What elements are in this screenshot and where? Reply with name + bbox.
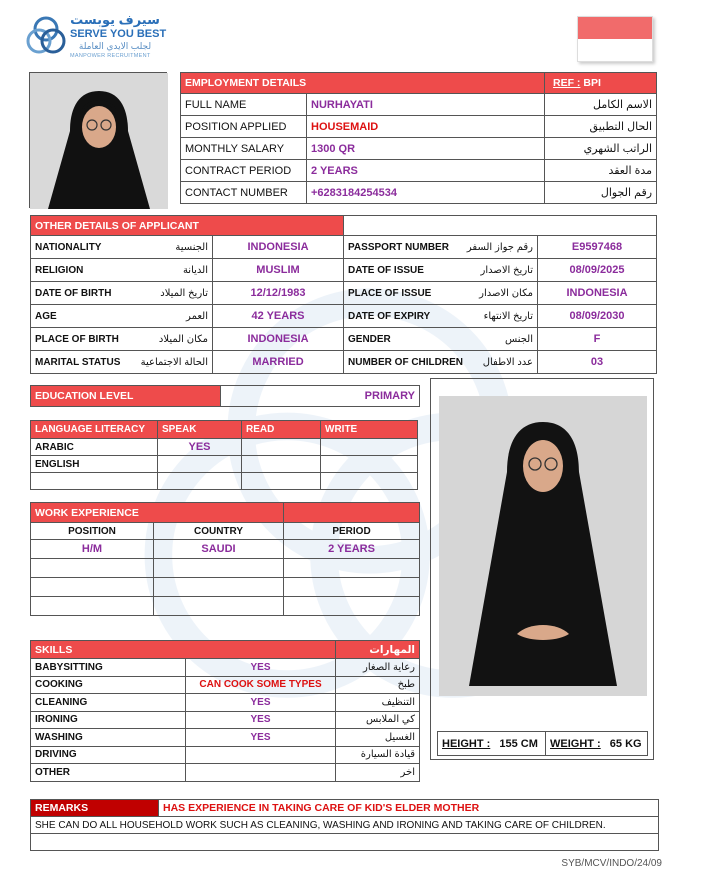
- employment-value: 2 YEARS: [307, 160, 545, 182]
- employment-row: [181, 138, 657, 160]
- right-arabic: الجنس: [448, 328, 538, 351]
- other-details-header: OTHER DETAILS OF APPLICANT: [31, 216, 344, 236]
- remarks-headline: HAS EXPERIENCE IN TAKING CARE OF KID'S ELDER MOTHER: [159, 800, 659, 817]
- language-name: ENGLISH: [31, 456, 158, 473]
- language-row: [31, 456, 418, 473]
- language-table: [30, 420, 418, 490]
- work-position: [31, 597, 154, 616]
- skill-value: YES: [186, 694, 336, 712]
- left-label: AGE: [31, 305, 133, 328]
- language-speak: [158, 473, 242, 490]
- work-column-header: PERIOD: [284, 523, 420, 540]
- language-header-cell: READ: [242, 421, 321, 439]
- skill-arabic: كي الملابس: [336, 711, 420, 729]
- work-period: [284, 559, 420, 578]
- left-arabic: العمر: [133, 305, 213, 328]
- other-details-row: [31, 236, 657, 259]
- left-value: MARRIED: [213, 351, 344, 374]
- work-row: [31, 578, 420, 597]
- left-value: 12/12/1983: [213, 282, 344, 305]
- work-row: [31, 540, 420, 559]
- skill-value: [186, 746, 336, 764]
- right-arabic: تاريخ الاصدار: [448, 259, 538, 282]
- indonesia-flag: [577, 16, 653, 62]
- employment-arabic: مدة العقد: [545, 160, 657, 182]
- applicant-photo-large: [439, 396, 647, 696]
- work-columns-row: [31, 523, 420, 540]
- education-label: EDUCATION LEVEL: [31, 386, 221, 407]
- language-write: [321, 456, 418, 473]
- skill-row: [31, 694, 420, 712]
- language-row: [31, 439, 418, 456]
- language-write: [321, 473, 418, 490]
- employment-value: NURHAYATI: [307, 94, 545, 116]
- employment-arabic: الاسم الكامل: [545, 94, 657, 116]
- left-value: INDONESIA: [213, 328, 344, 351]
- remarks-blank: [31, 834, 659, 851]
- skill-arabic: اخر: [336, 764, 420, 782]
- language-header-cell: WRITE: [321, 421, 418, 439]
- weight-cell: [546, 732, 648, 756]
- weight-label: WEIGHT :: [550, 737, 601, 750]
- logo-rings-icon: [24, 14, 68, 58]
- left-arabic: الديانة: [133, 259, 213, 282]
- footer-code: SYB/MCV/INDO/24/09: [561, 858, 662, 869]
- employment-row: [181, 94, 657, 116]
- employment-row: [181, 160, 657, 182]
- employment-label: CONTACT NUMBER: [181, 182, 307, 204]
- language-header-row: [31, 421, 418, 439]
- right-arabic: عدد الاطفال: [448, 351, 538, 374]
- logo-arabic: سيرف يوبست: [70, 12, 160, 27]
- language-read: [242, 473, 321, 490]
- language-row: [31, 473, 418, 490]
- work-row: [31, 597, 420, 616]
- left-arabic: تاريخ الميلاد: [133, 282, 213, 305]
- right-value: INDONESIA: [538, 282, 657, 305]
- right-value: 03: [538, 351, 657, 374]
- other-details-header-blank: [344, 216, 657, 236]
- physical-table: [437, 731, 648, 756]
- skill-value: CAN COOK SOME TYPES: [186, 676, 336, 694]
- skill-arabic: الغسيل: [336, 729, 420, 747]
- left-arabic: مكان الميلاد: [133, 328, 213, 351]
- skill-arabic: قيادة السيارة: [336, 746, 420, 764]
- work-header-blank: [284, 503, 420, 523]
- employment-row: [181, 116, 657, 138]
- language-header-cell: LANGUAGE LITERACY: [31, 421, 158, 439]
- skills-table: [30, 640, 420, 782]
- ref-value: BPI: [583, 77, 601, 89]
- other-details-row: [31, 351, 657, 374]
- left-value: INDONESIA: [213, 236, 344, 259]
- skill-row: [31, 676, 420, 694]
- skill-label: CLEANING: [31, 694, 186, 712]
- right-value: 08/09/2030: [538, 305, 657, 328]
- logo-name: SERVE YOU BEST: [70, 28, 167, 40]
- employment-value: HOUSEMAID: [307, 116, 545, 138]
- work-country: SAUDI: [154, 540, 284, 559]
- right-label: GENDER: [344, 328, 448, 351]
- skill-arabic: طبخ: [336, 676, 420, 694]
- employment-arabic: الراتب الشهري: [545, 138, 657, 160]
- language-name: [31, 473, 158, 490]
- work-column-header: COUNTRY: [154, 523, 284, 540]
- other-details-table: [30, 215, 657, 374]
- skill-arabic: التنظيف: [336, 694, 420, 712]
- left-label: MARITAL STATUS: [31, 351, 133, 374]
- right-arabic: مكان الاصدار: [448, 282, 538, 305]
- ref-cell: [545, 73, 657, 94]
- skill-row: [31, 711, 420, 729]
- skill-label: IRONING: [31, 711, 186, 729]
- skill-value: YES: [186, 659, 336, 677]
- remarks-table: [30, 799, 659, 851]
- language-header-cell: SPEAK: [158, 421, 242, 439]
- right-value: F: [538, 328, 657, 351]
- employment-arabic: الحال التطبيق: [545, 116, 657, 138]
- skill-value: [186, 764, 336, 782]
- employment-value: 1300 QR: [307, 138, 545, 160]
- work-country: [154, 578, 284, 597]
- company-logo: [24, 12, 174, 66]
- height-cell: [438, 732, 546, 756]
- left-arabic: الجنسية: [133, 236, 213, 259]
- skills-header-arabic: المهارات: [336, 641, 420, 659]
- skills-header: SKILLS: [31, 641, 336, 659]
- employment-arabic: رقم الجوال: [545, 182, 657, 204]
- work-position: H/M: [31, 540, 154, 559]
- skill-label: BABYSITTING: [31, 659, 186, 677]
- skill-arabic: رعاية الصغار: [336, 659, 420, 677]
- logo-sub-arabic: لجلب الايدي العاملة: [78, 41, 152, 51]
- right-arabic: تاريخ الانتهاء: [448, 305, 538, 328]
- logo-tagline: MANPOWER RECRUITMENT: [70, 53, 151, 59]
- work-header: WORK EXPERIENCE: [31, 503, 284, 523]
- right-label: DATE OF EXPIRY: [344, 305, 448, 328]
- applicant-photo-small: [29, 72, 167, 208]
- education-value: PRIMARY: [221, 386, 420, 407]
- height-value: 155 CM: [499, 737, 538, 750]
- work-row: [31, 559, 420, 578]
- work-country: [154, 559, 284, 578]
- employment-header: EMPLOYMENT DETAILS: [181, 73, 545, 94]
- left-value: MUSLIM: [213, 259, 344, 282]
- work-period: [284, 578, 420, 597]
- remarks-text: SHE CAN DO ALL HOUSEHOLD WORK SUCH AS CLEANING, WASHING AND IRONING AND TAKING CARE OF CHILDREN.: [31, 817, 659, 834]
- employment-table: [180, 72, 657, 204]
- right-label: NUMBER OF CHILDREN: [344, 351, 448, 374]
- skill-row: [31, 729, 420, 747]
- other-details-row: [31, 282, 657, 305]
- right-label: PASSPORT NUMBER: [344, 236, 448, 259]
- height-label: HEIGHT :: [442, 737, 491, 750]
- employment-label: CONTRACT PERIOD: [181, 160, 307, 182]
- left-arabic: الحالة الاجتماعية: [133, 351, 213, 374]
- left-value: 42 YEARS: [213, 305, 344, 328]
- employment-label: FULL NAME: [181, 94, 307, 116]
- employment-value: +6283184254534: [307, 182, 545, 204]
- right-value: 08/09/2025: [538, 259, 657, 282]
- employment-label: POSITION APPLIED: [181, 116, 307, 138]
- skill-value: YES: [186, 711, 336, 729]
- skill-label: DRIVING: [31, 746, 186, 764]
- skill-row: [31, 659, 420, 677]
- skill-label: WASHING: [31, 729, 186, 747]
- language-read: [242, 456, 321, 473]
- left-label: DATE OF BIRTH: [31, 282, 133, 305]
- ref-label: REF :: [553, 77, 581, 89]
- work-experience-table: [30, 502, 420, 616]
- right-arabic: رقم جواز السفر: [448, 236, 538, 259]
- right-label: DATE OF ISSUE: [344, 259, 448, 282]
- language-write: [321, 439, 418, 456]
- language-name: ARABIC: [31, 439, 158, 456]
- other-details-row: [31, 259, 657, 282]
- work-position: [31, 559, 154, 578]
- work-period: 2 YEARS: [284, 540, 420, 559]
- right-label: PLACE OF ISSUE: [344, 282, 448, 305]
- remarks-label: REMARKS: [31, 800, 159, 817]
- education-table: [30, 385, 420, 407]
- skill-label: COOKING: [31, 676, 186, 694]
- employment-label: MONTHLY SALARY: [181, 138, 307, 160]
- left-label: NATIONALITY: [31, 236, 133, 259]
- right-value: E9597468: [538, 236, 657, 259]
- work-column-header: POSITION: [31, 523, 154, 540]
- skill-value: YES: [186, 729, 336, 747]
- other-details-row: [31, 328, 657, 351]
- other-details-row: [31, 305, 657, 328]
- work-period: [284, 597, 420, 616]
- language-read: [242, 439, 321, 456]
- work-position: [31, 578, 154, 597]
- left-label: PLACE OF BIRTH: [31, 328, 133, 351]
- employment-row: [181, 182, 657, 204]
- work-country: [154, 597, 284, 616]
- language-speak: [158, 456, 242, 473]
- skill-row: [31, 746, 420, 764]
- applicant-photo-frame: [430, 378, 654, 760]
- left-label: RELIGION: [31, 259, 133, 282]
- skill-label: OTHER: [31, 764, 186, 782]
- skill-row: [31, 764, 420, 782]
- language-speak: YES: [158, 439, 242, 456]
- weight-value: 65 KG: [609, 737, 642, 750]
